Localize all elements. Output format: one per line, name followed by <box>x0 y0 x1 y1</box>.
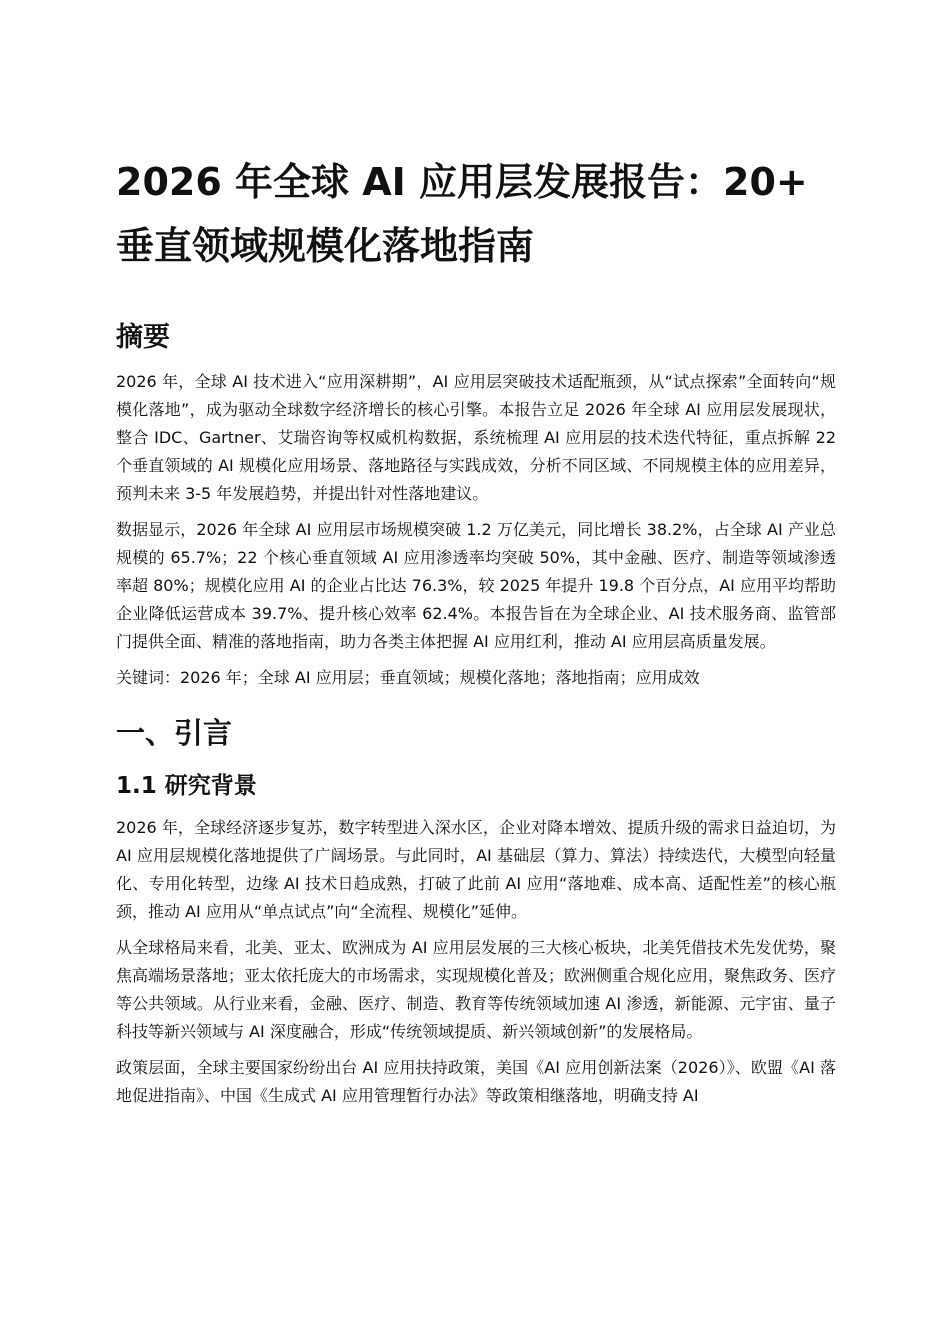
document-page <box>116 150 836 1118</box>
body-paragraph-3: 政策层面，全球主要国家纷纷出台 AI 应用扶持政策，美国《AI 应用创新法案（2026）》、欧盟《AI 落地促进指南》、中国《生成式 AI 应用管理暂行办法》等政策相继落地，明确支持 AI <box>116 1058 836 1105</box>
document-title: 2026 年全球 AI 应用层发展报告：20+ 垂直领域规模化落地指南 <box>116 160 808 268</box>
keywords-line: 关键词：2026 年；全球 AI 应用层；垂直领域；规模化落地；落地指南；应用成效 <box>116 668 700 687</box>
section-heading-introduction: 一、引言 <box>116 716 233 750</box>
body-paragraph-1: 2026 年，全球经济逐步复苏，数字转型进入深水区，企业对降本增效、提质升级的需求日益迫切，为 AI 应用层规模化落地提供了广阔场景。与此同时，AI 基础层（算力、算法）持续迭代，大模型向轻量化、专用化转型，边缘 AI 技术日趋成熟，打破了此前 AI 应用“落地难、成本高、适配性差”的核心瓶颈，推动 AI 应用从“单点试点”向“全流程、规模化”延伸。 <box>116 818 836 921</box>
abstract-paragraph-2: 数据显示，2026 年全球 AI 应用层市场规模突破 1.2 万亿美元，同比增长 38.2%，占全球 AI 产业总规模的 65.7%；22 个核心垂直领域 AI 应用渗透率均突破 50%，其中金融、医疗、制造等领域渗透率超 80%；规模化应用 AI 的企业占比达 76.3%，较 2025 年提升 19.8 个百分点，AI 应用平均帮助企业降低运营成本 39.7%、提升核心效率 62.4%。本报告旨在为全球企业、AI 技术服务商、监管部门提供全面、精准的落地指南，助力各类主体把握 AI 应用红利，推动 AI 应用层高质量发展。 <box>116 520 836 651</box>
body-paragraph-2: 从全球格局来看，北美、亚太、欧洲成为 AI 应用层发展的三大核心板块，北美凭借技术先发优势，聚焦高端场景落地；亚太依托庞大的市场需求，实现规模化普及；欧洲侧重合规化应用，聚焦政务、医疗等公共领域。从行业来看，金融、医疗、制造、教育等传统领域加速 AI 渗透，新能源、元宇宙、量子科技等新兴领域与 AI 深度融合，形成“传统领域提质、新兴领域创新”的发展格局。 <box>116 938 837 1041</box>
subsection-heading-background: 1.1 研究背景 <box>116 773 257 799</box>
abstract-heading: 摘要 <box>116 322 170 353</box>
abstract-paragraph-1: 2026 年，全球 AI 技术进入“应用深耕期”，AI 应用层突破技术适配瓶颈，从“试点探索”全面转向“规模化落地”，成为驱动全球数字经济增长的核心引擎。本报告立足 2026 年全球 AI 应用层发展现状，整合 IDC、Gartner、艾瑞咨询等权威机构数据，系统梳理 AI 应用层的技术迭代特征，重点拆解 22 个垂直领域的 AI 规模化应用场景、落地路径与实践成效，分析不同区域、不同规模主体的应用差异，预判未来 3-5 年发展趋势，并提出针对性落地建议。 <box>116 372 836 503</box>
